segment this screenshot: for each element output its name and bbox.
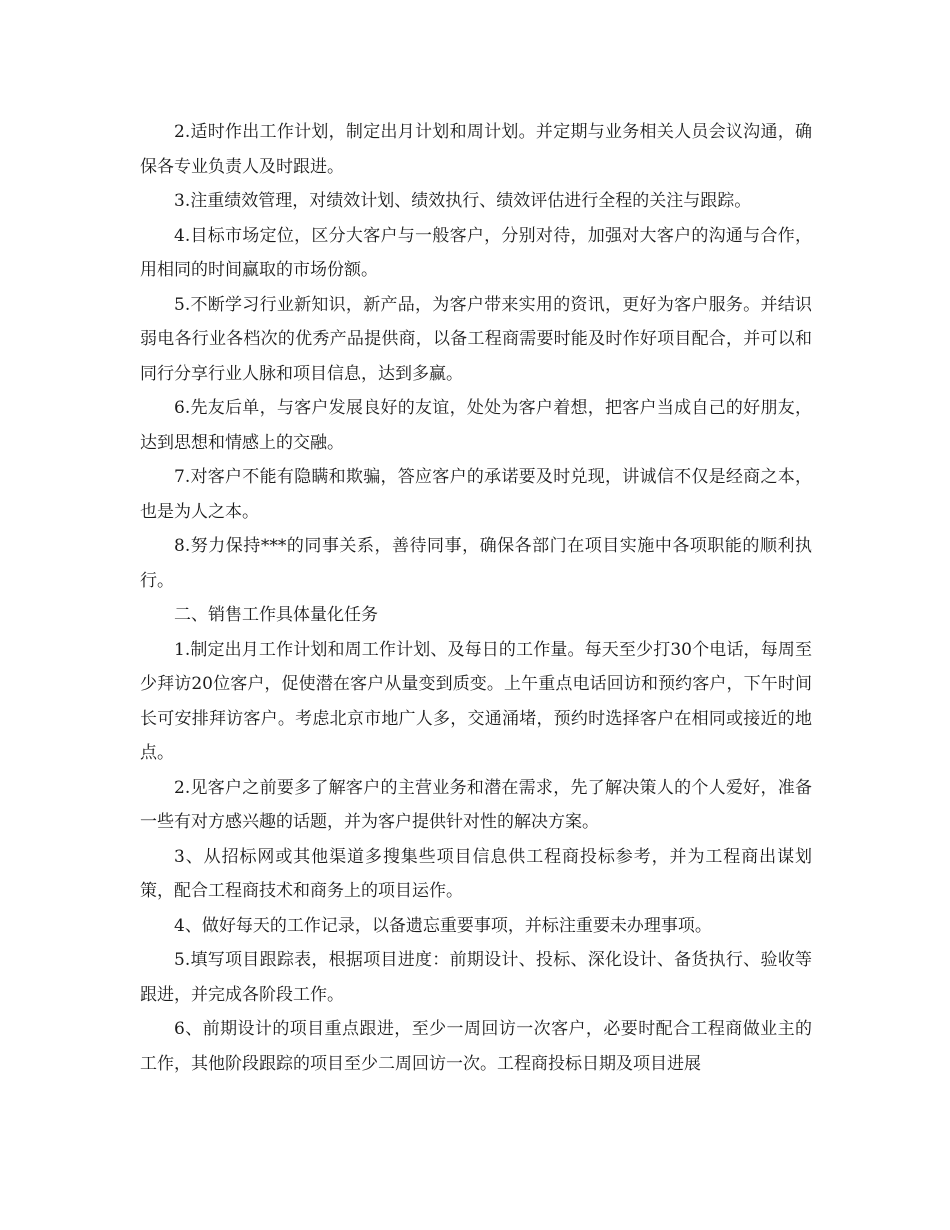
- paragraph: 6、前期设计的项目重点跟进，至少一周回访一次客户，必要时配合工程商做业主的工作，其他阶段跟踪的项目至少二周回访一次。工程商投标日期及项目进展: [140, 1019, 812, 1074]
- paragraph: 2.适时作出工作计划，制定出月计划和周计划。并定期与业务相关人员会议沟通，确保各专业负责人及时跟进。: [140, 122, 812, 177]
- paragraph: 4.目标市场定位，区分大客户与一般客户，分别对待，加强对大客户的沟通与合作，用相同的时间赢取的市场份额。: [140, 225, 812, 280]
- paragraph: 2.见客户之前要多了解客户的主营业务和潜在需求，先了解决策人的个人爱好，准备一些有对方感兴趣的话题，并为客户提供针对性的解决方案。: [140, 777, 812, 832]
- paragraph: 8.努力保持***的同事关系，善待同事，确保各部门在项目实施中各项职能的顺利执行。: [140, 536, 812, 591]
- paragraph: 5.不断学习行业新知识，新产品，为客户带来实用的资讯，更好为客户服务。并结识弱电各行业各档次的优秀产品提供商，以备工程商需要时能及时作好项目配合，并可以和同行分享行业人脉和项目信息，达到多赢。: [140, 294, 812, 384]
- section-heading: 二、销售工作具体量化任务: [174, 605, 378, 625]
- paragraph: 6.先友后单，与客户发展良好的友谊，处处为客户着想，把客户当成自己的好朋友，达到思想和情感上的交融。: [140, 398, 812, 453]
- paragraph: 4、做好每天的工作记录，以备遗忘重要事项，并标注重要未办理事项。: [174, 915, 712, 936]
- document-page: [140, 115, 812, 1081]
- paragraph: 1.制定出月工作计划和周工作计划、及每日的工作量。每天至少打30个电话，每周至少拜访20位客户，促使潜在客户从量变到质变。上午重点电话回访和预约客户，下午时间长可安排拜访客户。考虑北京市地广人多，交通涌堵，预约时选择客户在相同或接近的地点。: [140, 639, 812, 763]
- paragraph: 3.注重绩效管理，对绩效计划、绩效执行、绩效评估进行全程的关注与跟踪。: [174, 191, 752, 211]
- paragraph: 5.填写项目跟踪表，根据项目进度：前期设计、投标、深化设计、备货执行、验收等跟进，并完成各阶段工作。: [140, 950, 812, 1005]
- paragraph: 3、从招标网或其他渠道多搜集些项目信息供工程商投标参考，并为工程商出谋划策，配合工程商技术和商务上的项目运作。: [140, 846, 812, 901]
- paragraph: 7.对客户不能有隐瞒和欺骗，答应客户的承诺要及时兑现，讲诚信不仅是经商之本，也是为人之本。: [140, 467, 812, 522]
